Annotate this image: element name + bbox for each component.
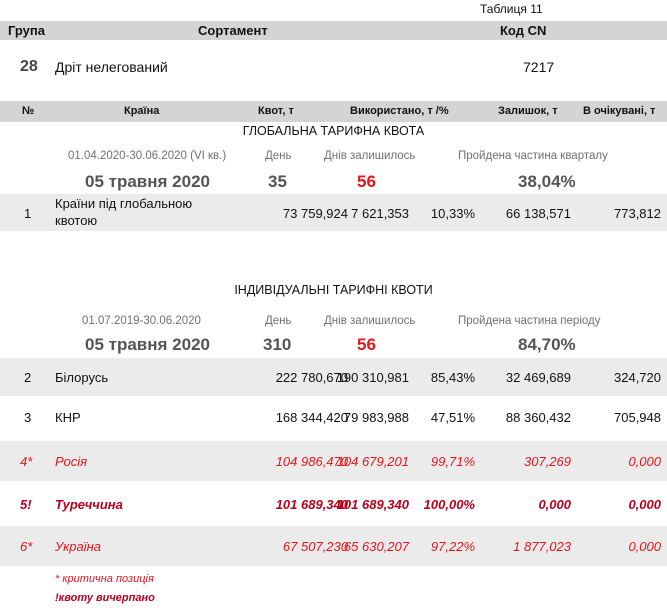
global-days-left: 56 [357,172,376,191]
col-num: № [22,105,35,117]
header-group: Група [8,23,45,38]
col-used: Використано, т /% [350,105,449,117]
global-title: ГЛОБАЛЬНА ТАРИФНА КВОТА [242,124,425,138]
product-name: Дріт нелегований [55,59,168,75]
row-quota: 104 986,470 [275,454,348,469]
row-pct: 85,43% [430,370,475,385]
global-period: 01.04.2020-30.06.2020 (VI кв.) [68,150,227,162]
individual-period: 01.07.2019-30.06.2020 [82,315,201,327]
col-quota: Квот, т [258,105,294,117]
note-exhausted: !квоту вичерпано [55,592,155,604]
row-num: 6* [20,539,33,554]
row-used: 65 630,207 [343,539,409,554]
row-country-cont: квотою [55,213,98,228]
column-header [0,101,667,122]
table-row [0,358,667,396]
row-used: 104 679,201 [336,454,409,469]
table-row [0,526,667,566]
row-num: 3 [24,410,32,425]
row-remaining: 32 469,689 [505,370,571,385]
row-quota: 222 780,670 [275,370,348,385]
individual-days-left-label: Днів залишилось [324,315,416,327]
global-passed-label: Пройдена частина кварталу [458,150,608,162]
individual-days-left: 56 [357,335,376,354]
table-row [0,402,667,432]
row-pct: 99,71% [430,454,475,469]
individual-passed-label: Пройдена частина періоду [458,315,601,327]
row-pct: 47,51% [430,410,475,425]
row-pct: 100,00% [423,497,475,512]
row-quota: 73 759,924 [282,206,348,221]
row-country: Туреччина [55,497,123,512]
individual-passed: 84,70% [518,335,576,354]
row-num: 1 [24,206,32,221]
global-days-left-label: Днів залишилось [324,150,416,162]
individual-title: ІНДИВІДУАЛЬНІ ТАРИФНІ КВОТИ [234,283,433,297]
product-group: 28 [20,58,38,75]
row-remaining: 88 360,432 [505,410,571,425]
row-remaining: 66 138,571 [505,206,571,221]
row-used: 7 621,353 [351,206,409,221]
row-remaining: 1 877,023 [513,539,571,554]
global-day-label: День [265,150,292,162]
header-assortment: Сортамент [198,23,268,38]
individual-day: 310 [263,335,292,354]
row-quota: 101 689,340 [275,497,348,512]
row-num: 2 [24,370,32,385]
row-country: Країни під глобальною [55,196,193,211]
row-quota: 168 344,420 [275,410,348,425]
row-quota: 67 507,230 [282,539,348,554]
col-remaining: Залишок, т [498,105,558,117]
row-country: Росія [55,454,88,469]
individual-date: 05 травня 2020 [85,335,210,354]
table-row [0,441,667,481]
table-row [0,486,667,522]
table-label: Таблиця 11 [480,2,543,16]
row-num: 5! [20,497,32,512]
global-date: 05 травня 2020 [85,172,210,191]
row-country: Україна [55,539,102,554]
row-pending: 705,948 [614,410,661,425]
header-code: Код CN [500,23,547,38]
row-remaining: 307,269 [524,454,571,469]
col-pending: В очікувані, т [583,105,656,117]
top-header [0,21,667,40]
row-remaining: 0,000 [538,497,571,512]
row-pending: 0,000 [628,497,661,512]
global-day: 35 [268,172,287,191]
individual-day-label: День [265,315,292,327]
table-row [0,194,667,231]
row-used: 190 310,981 [336,370,409,385]
row-pending: 0,000 [628,539,661,554]
row-country: КНР [55,410,81,425]
row-num: 4* [20,454,33,469]
row-used: 79 983,988 [343,410,409,425]
row-pending: 0,000 [628,454,661,469]
note-critical: * критична позиція [55,573,154,585]
row-pending: 324,720 [614,370,661,385]
row-pct: 10,33% [430,206,475,221]
row-used: 101 689,340 [336,497,409,512]
row-pending: 773,812 [614,206,661,221]
global-passed: 38,04% [518,172,576,191]
row-country: Білорусь [55,370,109,385]
product-code: 7217 [523,59,555,75]
row-pct: 97,22% [430,539,475,554]
col-country: Країна [124,105,160,117]
